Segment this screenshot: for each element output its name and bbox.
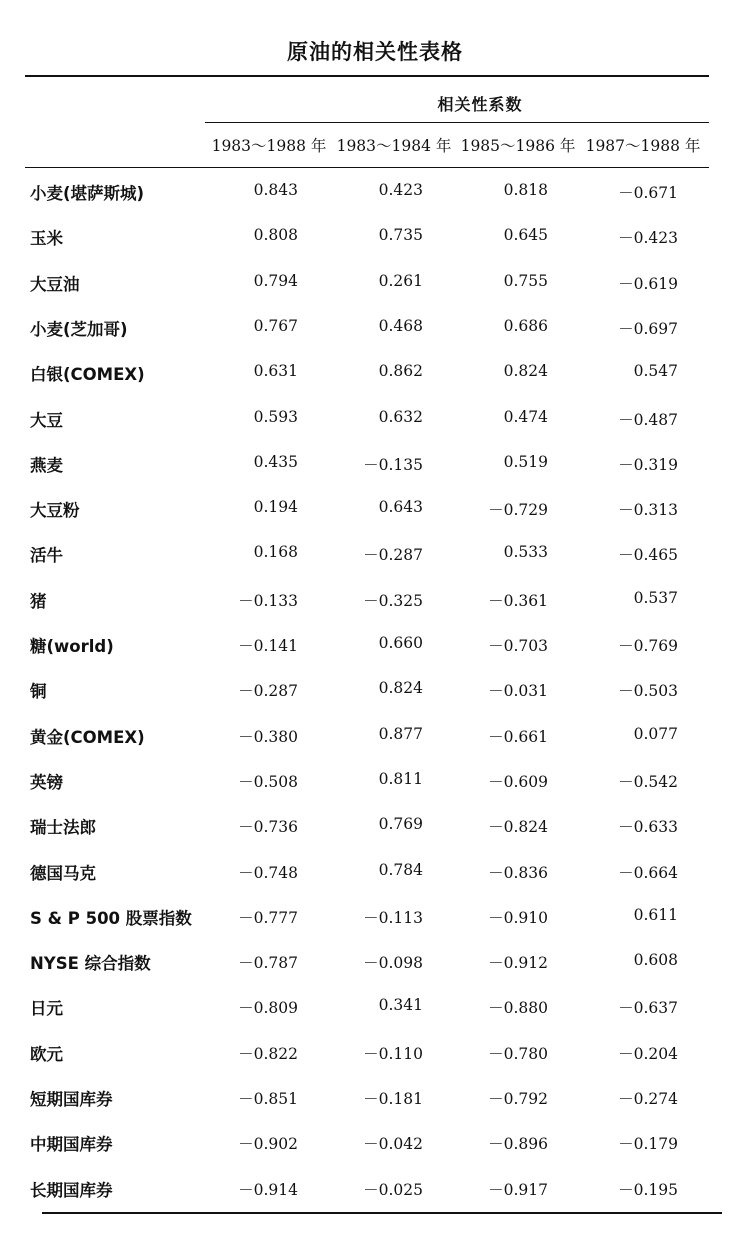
row-label: 短期国库券 <box>30 1090 113 1109</box>
correlation-value: －0.380 <box>238 727 298 746</box>
table-row <box>0 306 750 351</box>
column-header-1985-1986: 1985～1986 年 <box>460 137 576 155</box>
row-label: 大豆油 <box>30 274 80 294</box>
correlation-value: －0.880 <box>488 999 548 1018</box>
correlation-value: －0.508 <box>238 772 298 791</box>
correlation-value: 0.767 <box>253 316 298 335</box>
correlation-value: －0.319 <box>618 455 678 474</box>
correlation-value: 0.631 <box>253 362 298 381</box>
row-label: 英镑 <box>30 772 63 792</box>
correlation-value: －0.042 <box>363 1135 423 1154</box>
correlation-value: 0.824 <box>503 362 548 381</box>
correlation-value: －0.110 <box>363 1044 423 1063</box>
table-row <box>0 623 750 668</box>
correlation-value: －0.361 <box>488 591 548 610</box>
correlation-value: －0.423 <box>618 229 678 248</box>
table-row <box>0 1167 750 1212</box>
table-row <box>0 940 750 985</box>
correlation-value: －0.135 <box>363 455 423 474</box>
row-label: 小麦(堪萨斯城) <box>30 184 145 203</box>
correlation-value: －0.914 <box>238 1180 298 1199</box>
correlation-value: 0.611 <box>633 905 678 924</box>
table-row <box>0 261 750 306</box>
bottom-rule <box>42 1212 722 1214</box>
correlation-value: 0.643 <box>378 498 423 517</box>
correlation-value: －0.503 <box>618 682 678 701</box>
correlation-value: －0.777 <box>238 908 298 927</box>
correlation-value: 0.769 <box>378 815 423 834</box>
table-row <box>0 714 750 759</box>
row-label: 日元 <box>30 999 63 1019</box>
row-label: 欧元 <box>30 1044 63 1064</box>
correlation-value: －0.729 <box>488 501 548 520</box>
correlation-value: －0.609 <box>488 772 548 791</box>
column-header-1983-1984: 1983～1984 年 <box>336 137 452 155</box>
correlation-value: 0.519 <box>503 452 548 471</box>
table-row <box>0 850 750 895</box>
correlation-value: 0.261 <box>378 271 423 290</box>
top-rule <box>25 75 709 77</box>
group-rule <box>205 122 709 123</box>
correlation-value: 0.608 <box>633 951 678 970</box>
correlation-value: －0.822 <box>238 1044 298 1063</box>
correlation-value: 0.877 <box>378 724 423 743</box>
row-label: 糖(world) <box>30 637 114 656</box>
correlation-value: －0.824 <box>488 818 548 837</box>
correlation-value: －0.542 <box>618 772 678 791</box>
correlation-value: －0.917 <box>488 1180 548 1199</box>
correlation-value: －0.487 <box>618 410 678 429</box>
table-row <box>0 985 750 1030</box>
correlation-value: －0.141 <box>238 637 298 655</box>
correlation-value: 0.818 <box>503 181 548 199</box>
correlation-value: 0.808 <box>253 226 298 245</box>
correlation-value: －0.780 <box>488 1044 548 1063</box>
correlation-value: －0.664 <box>618 863 678 882</box>
correlation-value: －0.637 <box>618 999 678 1018</box>
correlation-value: 0.824 <box>378 679 423 698</box>
correlation-value: 0.755 <box>503 271 548 290</box>
table-title: 原油的相关性表格 <box>287 40 463 64</box>
table-row <box>0 170 750 215</box>
table-row <box>0 442 750 487</box>
correlation-value: －0.325 <box>363 591 423 610</box>
table-row <box>0 1031 750 1076</box>
correlation-value: 0.547 <box>633 362 678 381</box>
correlation-value: －0.025 <box>363 1180 423 1199</box>
correlation-value: －0.896 <box>488 1135 548 1154</box>
correlation-value: 0.533 <box>503 543 548 562</box>
correlation-value: 0.645 <box>503 226 548 245</box>
table-row <box>0 397 750 442</box>
correlation-value: －0.031 <box>488 682 548 701</box>
correlation-value: 0.077 <box>633 724 678 743</box>
correlation-value: －0.204 <box>618 1044 678 1063</box>
correlation-value: －0.661 <box>488 727 548 746</box>
correlation-value: 0.468 <box>378 316 423 335</box>
row-label: 德国马克 <box>30 863 96 883</box>
correlation-value: －0.195 <box>618 1180 678 1199</box>
correlation-value: －0.736 <box>238 818 298 837</box>
correlation-value: 0.794 <box>253 271 298 290</box>
correlation-value: 0.784 <box>378 860 423 879</box>
correlation-value: －0.836 <box>488 863 548 882</box>
table-row <box>0 578 750 623</box>
table-row <box>0 1076 750 1121</box>
correlation-value: 0.632 <box>378 407 423 426</box>
correlation-value: －0.910 <box>488 908 548 927</box>
table-row <box>0 532 750 577</box>
correlation-value: －0.787 <box>238 954 298 973</box>
table-row <box>0 487 750 532</box>
correlation-value: －0.748 <box>238 863 298 882</box>
correlation-value: 0.341 <box>378 996 423 1015</box>
correlation-value: 0.194 <box>253 498 298 517</box>
row-label: 猪 <box>30 591 47 611</box>
correlation-value: －0.313 <box>618 501 678 520</box>
correlation-value: －0.851 <box>238 1090 298 1108</box>
row-label: 玉米 <box>30 229 63 249</box>
row-label: 燕麦 <box>30 455 63 475</box>
table-row <box>0 668 750 713</box>
row-label: 铜 <box>30 682 47 702</box>
row-label: 白银(COMEX) <box>30 365 145 385</box>
header-rule <box>25 167 709 168</box>
correlation-value: 0.168 <box>253 543 298 562</box>
correlation-value: －0.098 <box>363 954 423 973</box>
column-header-1987-1988: 1987～1988 年 <box>585 137 701 155</box>
row-label: 小麦(芝加哥) <box>30 319 128 339</box>
correlation-value: 0.593 <box>253 407 298 426</box>
correlation-value: 0.735 <box>378 226 423 245</box>
correlation-value: －0.792 <box>488 1090 548 1108</box>
table-row <box>0 351 750 396</box>
table-row <box>0 759 750 804</box>
correlation-value: －0.465 <box>618 546 678 565</box>
row-label: 活牛 <box>30 546 63 566</box>
correlation-value: 0.862 <box>378 362 423 381</box>
correlation-value: －0.809 <box>238 999 298 1018</box>
correlation-value: －0.113 <box>363 908 423 927</box>
row-label: 大豆 <box>30 410 63 430</box>
correlation-value: －0.287 <box>363 546 423 565</box>
correlation-value: 0.474 <box>503 407 548 426</box>
correlation-value: －0.697 <box>618 319 678 338</box>
row-label: 黄金(COMEX) <box>30 727 145 747</box>
table-row <box>0 895 750 940</box>
row-label: NYSE 综合指数 <box>30 954 151 974</box>
correlation-value: 0.537 <box>633 588 678 607</box>
correlation-value: －0.769 <box>618 637 678 655</box>
group-header: 相关性系数 <box>437 95 523 114</box>
correlation-value: 0.811 <box>378 769 423 788</box>
row-label: 瑞士法郎 <box>30 818 96 838</box>
table-row <box>0 804 750 849</box>
correlation-value: 0.686 <box>503 316 548 335</box>
correlation-value: －0.287 <box>238 682 298 701</box>
correlation-value: 0.843 <box>253 181 298 199</box>
correlation-value: 0.423 <box>378 181 423 199</box>
row-label: 大豆粉 <box>30 501 80 521</box>
correlation-value: －0.902 <box>238 1135 298 1154</box>
row-label: 中期国库券 <box>30 1135 113 1155</box>
correlation-value: －0.633 <box>618 818 678 837</box>
table-row <box>0 215 750 260</box>
column-header-1983-1988: 1983～1988 年 <box>211 137 327 155</box>
correlation-value: －0.274 <box>618 1090 678 1108</box>
correlation-value: 0.660 <box>378 634 423 652</box>
correlation-value: －0.133 <box>238 591 298 610</box>
row-label: S & P 500 股票指数 <box>30 908 192 928</box>
correlation-value: －0.703 <box>488 637 548 655</box>
correlation-value: 0.435 <box>253 452 298 471</box>
correlation-value: －0.671 <box>618 184 678 202</box>
correlation-value: －0.619 <box>618 274 678 293</box>
row-label: 长期国库券 <box>30 1180 113 1200</box>
correlation-value: －0.181 <box>363 1090 423 1108</box>
correlation-value: －0.912 <box>488 954 548 973</box>
table-row <box>0 1121 750 1166</box>
correlation-value: －0.179 <box>618 1135 678 1154</box>
